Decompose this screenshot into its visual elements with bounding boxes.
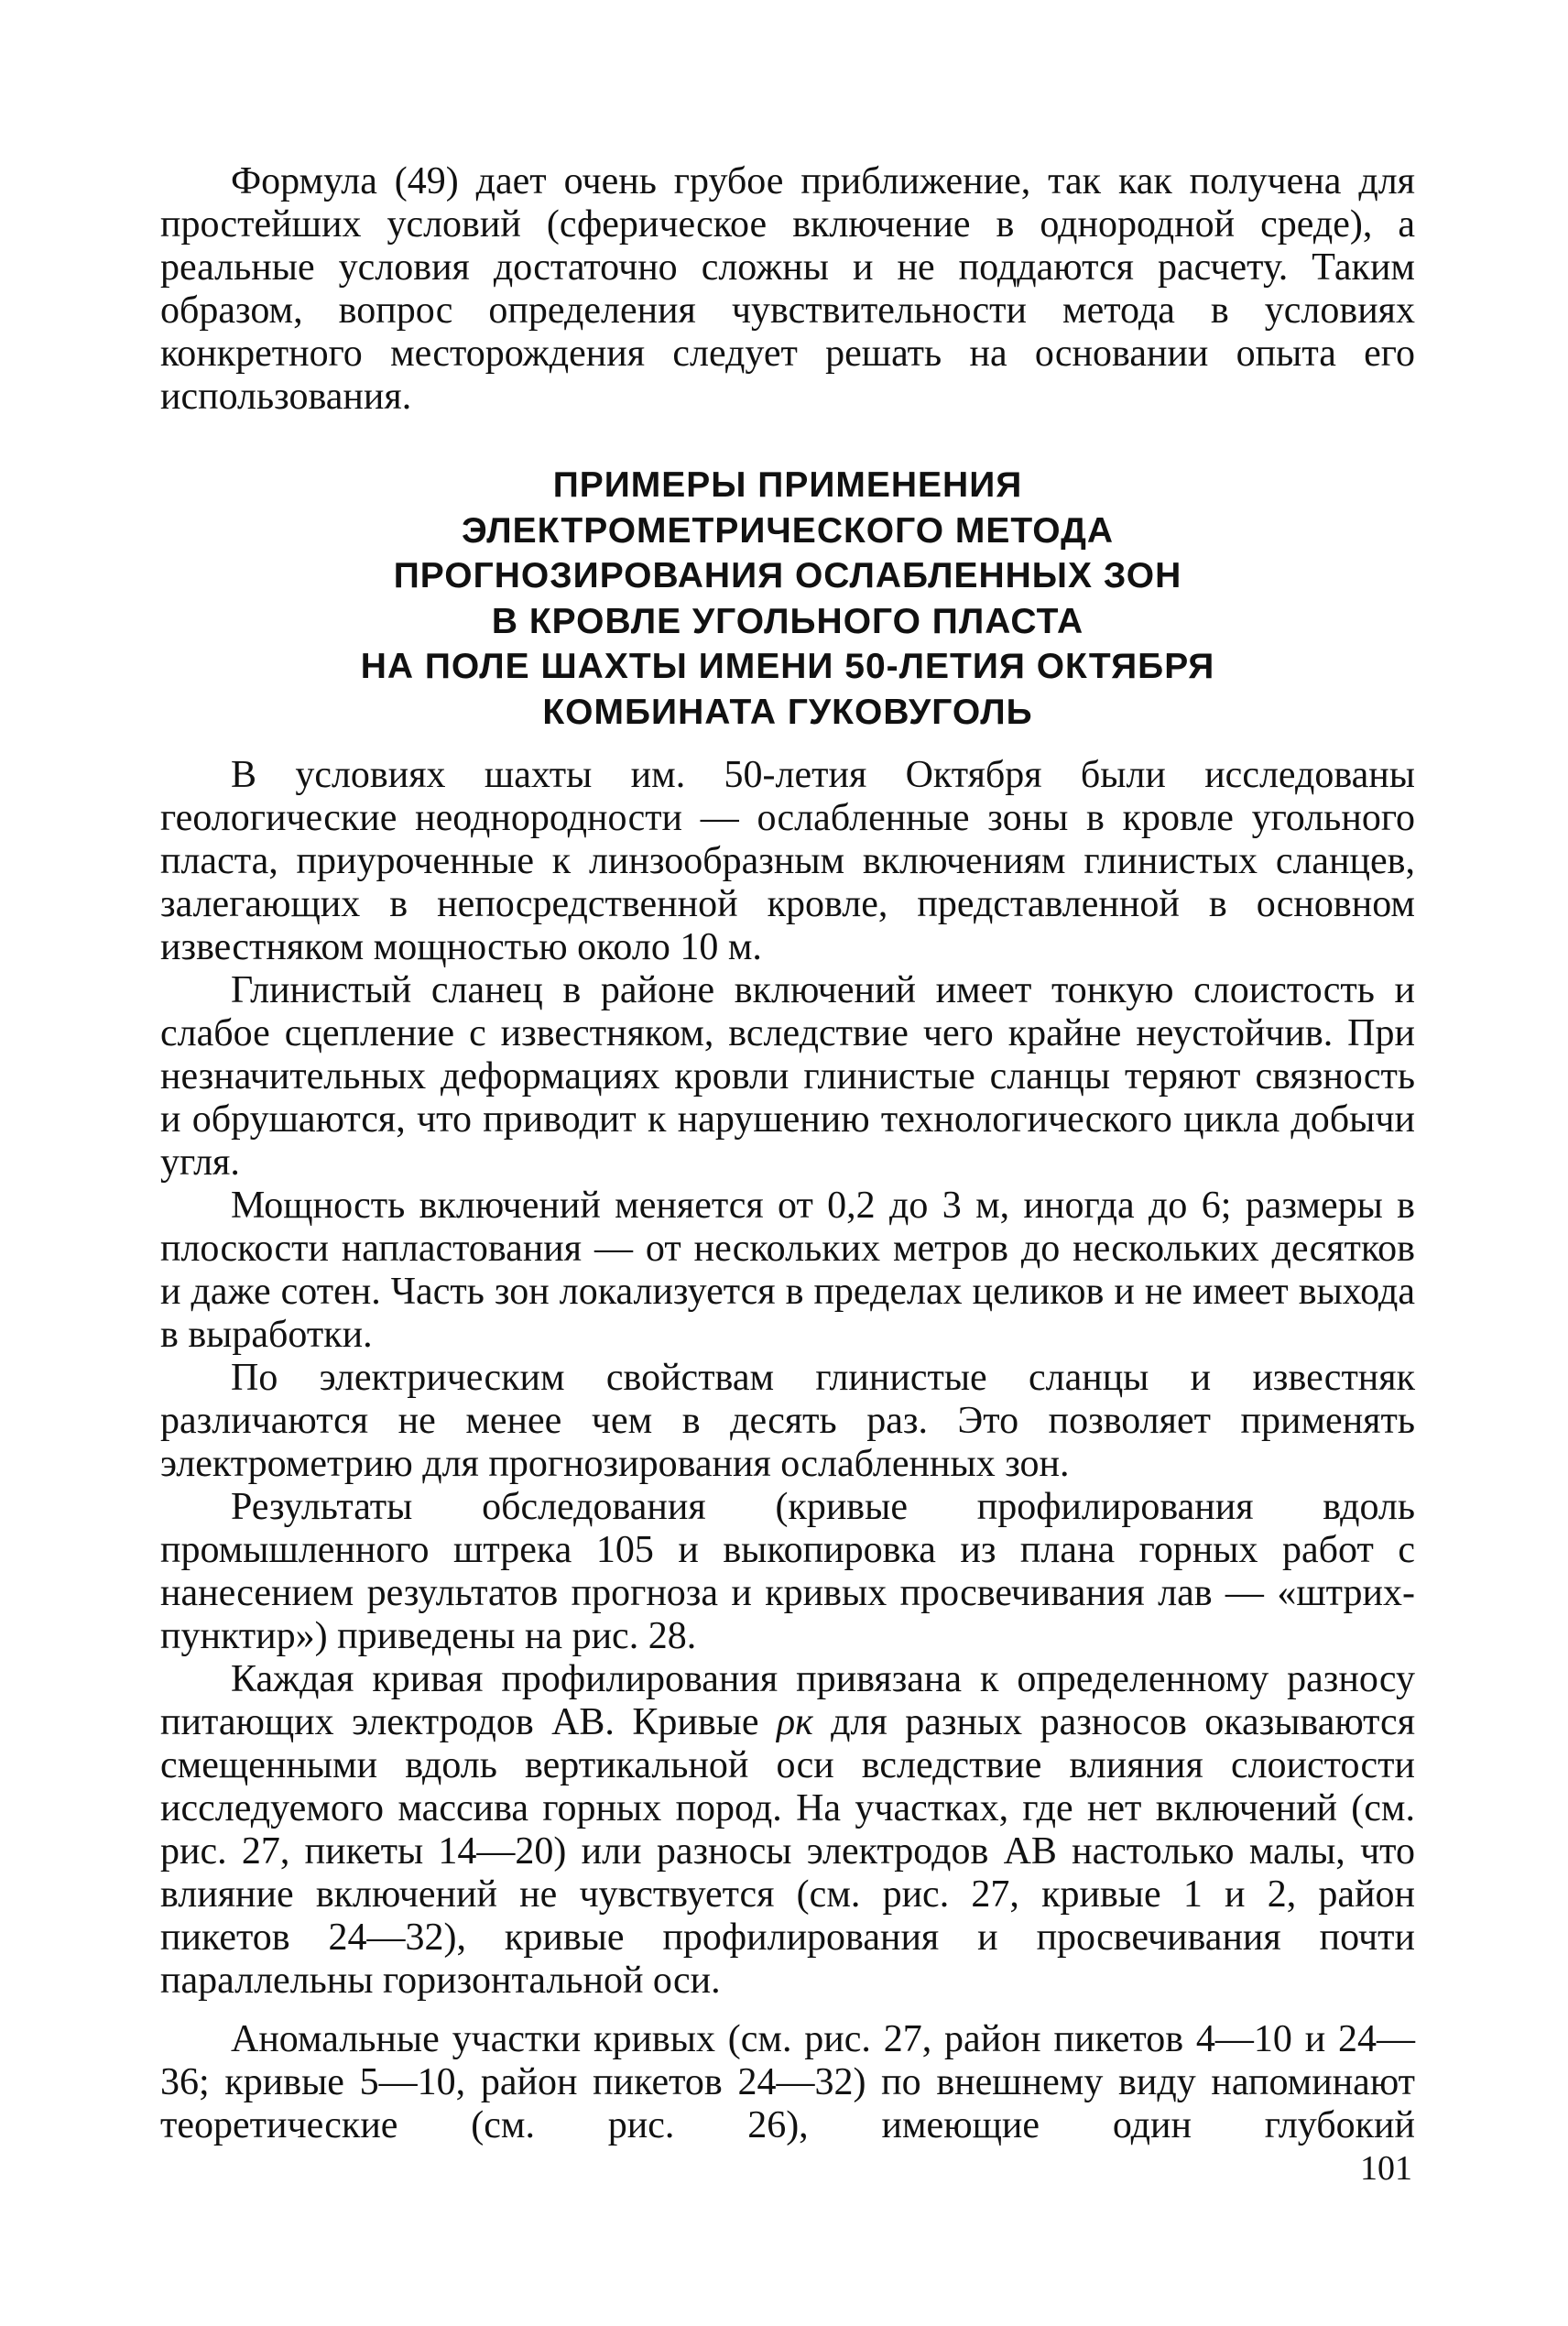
section-heading <box>160 463 1415 735</box>
final-paragraph: Аномальные участки кривых (см. рис. 27, район пикетов 4—10 и 24—36; кривые 5—10, район пикетов 24—32) по внешнему виду напоминают теоретические (см. рис. 26), имеющие один глубокий <box>160 2018 1415 2146</box>
rho-text-after: для разных разносов оказываются смещенными вдоль вертикальной оси вследствие влияния слоистости исследуемого массива горных пород. На участках, где нет включений (см. рис. 27, пикеты 14—20) или разносы электродов AB настолько малы, что влияние включений не чувствуется (см. рис. 27, кривые 1 и 2, район пикетов 24—32), кривые профилирования и просвечивания почти параллельны горизонтальной оси. <box>160 1701 1416 2002</box>
rho-k-symbol: ρк <box>776 1701 813 1743</box>
rho-text-before: Каждая кривая профилирования привязана к определенному разносу питающих электродов AB. Кривые <box>160 1658 1415 1743</box>
body-paragraph: Глинистый сланец в районе включений имеет тонкую слоистость и слабое сцепление с известняком, вследствие чего крайне неустойчив. При незначительных деформациях кровли глинистые сланцы теряют связность и обрушаются, что приводит к нарушению технологического цикла добычи угля. <box>160 969 1415 1184</box>
heading-line: КОМБИНАТА ГУКОВУГОЛЬ <box>542 692 1033 732</box>
intro-paragraph: Формула (49) дает очень грубое приближение, так как получена для простейших условий (сферическое включение в однородной среде), а реальные условия достаточно сложны и не поддаются расчету. Таким образом, вопрос определения чувствительности метода в условиях конкретного месторождения следует решать на основании опыта его использования. <box>160 160 1415 418</box>
body-paragraph: Результаты обследования (кривые профилирования вдоль промышленного штрека 105 и выкопировка из плана горных работ с нанесением результатов прогноза и кривых просвечивания лав — «штрих-пунктир») приведены на рис. 28. <box>160 1486 1415 1657</box>
body-paragraph: Мощность включений меняется от 0,2 до 3 м, иногда до 6; размеры в плоскости напластования — от нескольких метров до нескольких десятков и даже сотен. Часть зон локализуется в пределах целиков и не имеет выхода в выработки. <box>160 1185 1415 1356</box>
body-text <box>160 754 1415 2003</box>
heading-line: ЭЛЕКТРОМЕТРИЧЕСКОГО МЕТОДА <box>461 510 1115 551</box>
intro-block <box>160 160 1415 419</box>
body-paragraph-rho <box>160 1658 1415 2003</box>
heading-line: ПРИМЕРЫ ПРИМЕНЕНИЯ <box>552 465 1023 505</box>
body-paragraph: В условиях шахты им. 50-летия Октября были исследованы геологические неоднородности — ослабленные зоны в кровле угольного пласта, приуроченные к линзообразным включениям глинистых сланцев, залегающих в непосредственной кровле, представленной в основном известняком мощностью около 10 м. <box>160 754 1415 968</box>
heading-line: В КРОВЛЕ УГОЛЬНОГО ПЛАСТА <box>491 601 1084 641</box>
heading-line: ПРОГНОЗИРОВАНИЯ ОСЛАБЛЕННЫХ ЗОН <box>393 556 1182 595</box>
final-block <box>160 2018 1415 2147</box>
body-paragraph: По электрическим свойствам глинистые сланцы и известняк различаются не менее чем в десять раз. Это позволяет применять электрометрию для прогнозирования ослабленных зон. <box>160 1357 1415 1485</box>
page-number: 101 <box>1360 2149 1412 2188</box>
heading-line: НА ПОЛЕ ШАХТЫ ИМЕНИ 50-ЛЕТИЯ ОКТЯБРЯ <box>360 647 1215 686</box>
